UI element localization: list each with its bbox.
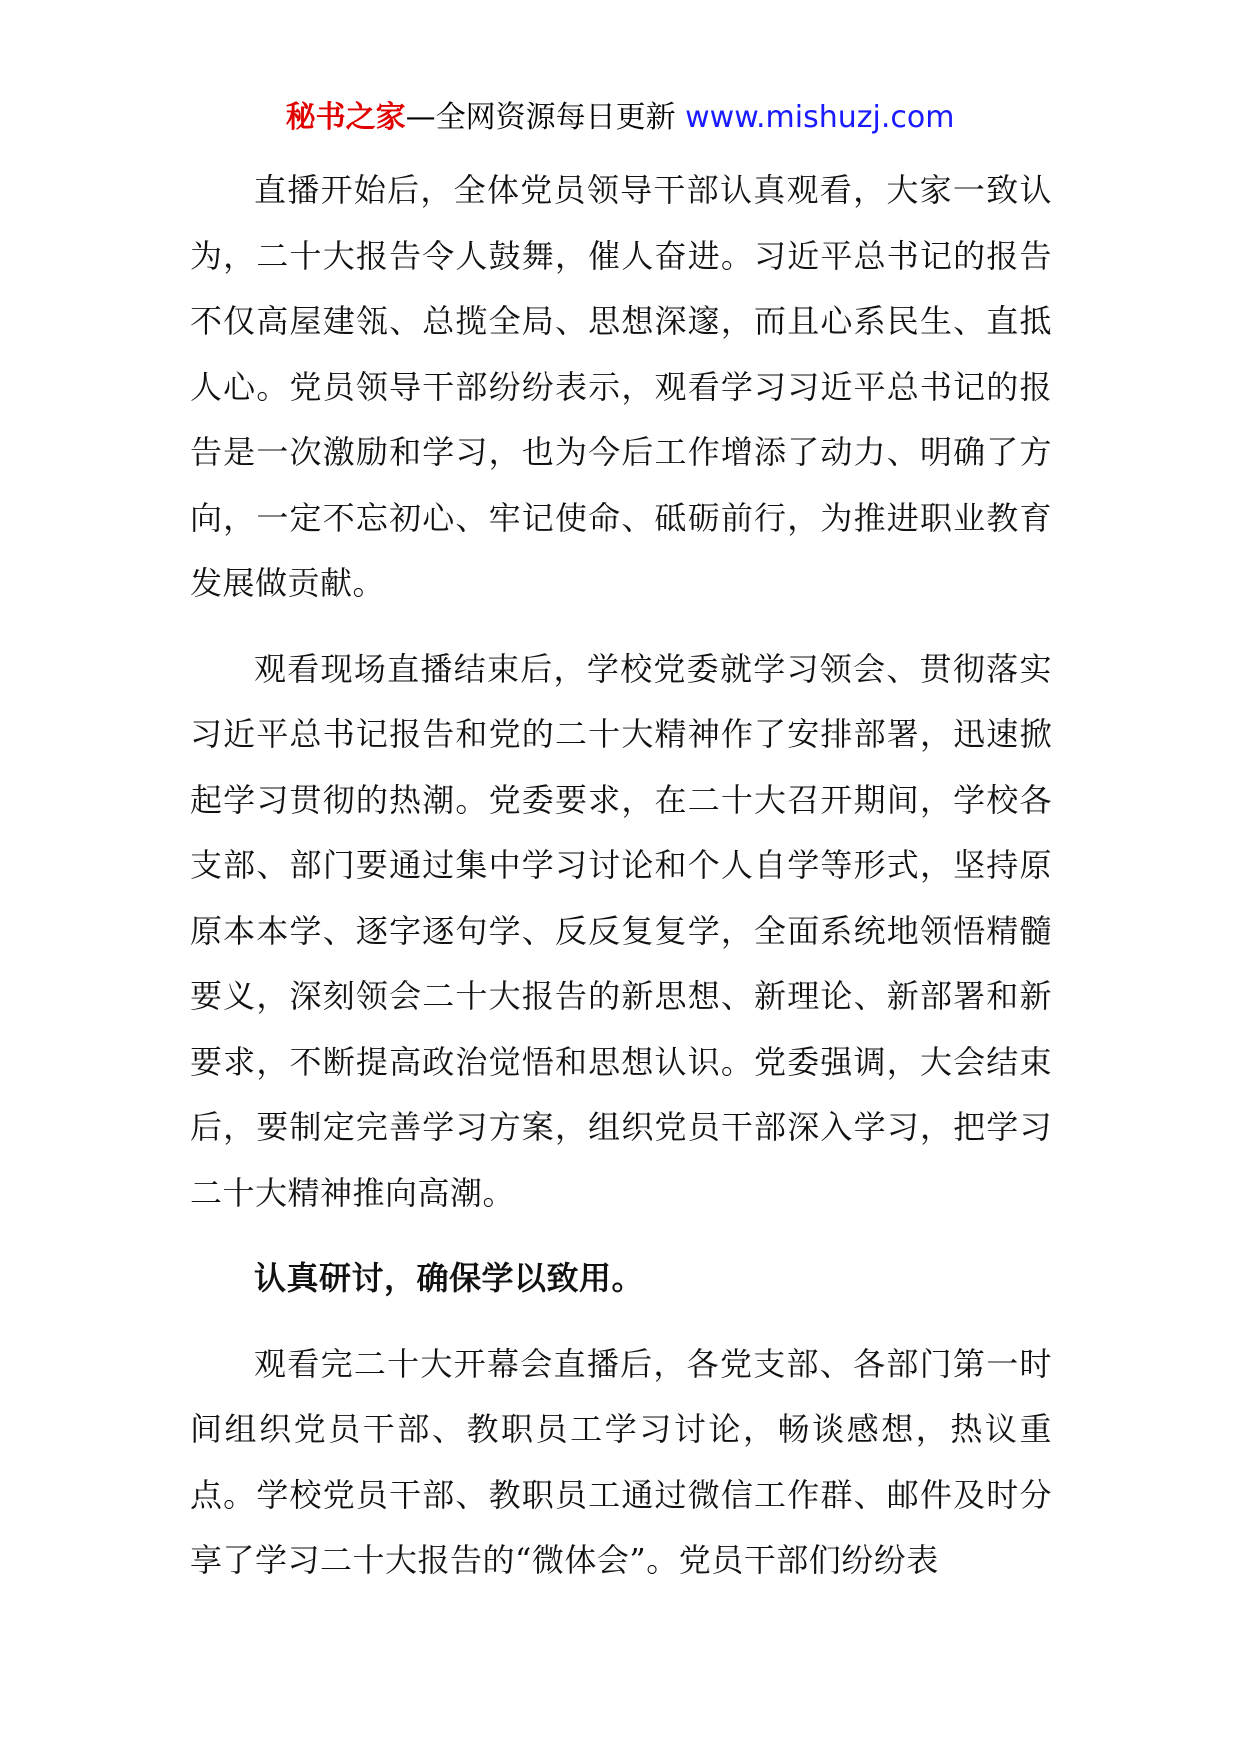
paragraph-spacer (190, 1226, 1052, 1246)
paragraph-3: 观看完二十大开幕会直播后，各党支部、各部门第一时间组织党员干部、教职员工学习讨论，畅谈感想，热议重点。学校党员干部、教职员工通过微信工作群、邮件及时分享了学习二十大报告的“微体会”。党员干部们纷纷表 (190, 1344, 1052, 1579)
header-slogan: —全网资源每日更新 (405, 100, 676, 135)
brand-name: 秘书之家 (285, 100, 406, 135)
document-body (190, 158, 1052, 1594)
paragraph-2: 观看现场直播结束后，学校党委就学习领会、贯彻落实习近平总书记报告和党的二十大精神作了安排部署，迅速掀起学习贯彻的热潮。党委要求，在二十大召开期间，学校各支部、部门要通过集中学习讨论和个人自学等形式，坚持原原本本学、逐字逐句学、反反复复学，全面系统地领悟精髓要义，深刻领会二十大报告的新思想、新理论、新部署和新要求，不断提高政治觉悟和思想认识。党委强调，大会结束后，要制定完善学习方案，组织党员干部深入学习，把学习二十大精神推向高潮。 (190, 649, 1052, 1212)
paragraph-spacer (190, 617, 1052, 637)
website-link[interactable]: www.mishuzj.com (685, 100, 955, 135)
paragraph-spacer (190, 1312, 1052, 1332)
page-header (0, 98, 1240, 138)
section-heading: 认真研讨，确保学以致用。 (254, 1259, 645, 1297)
paragraph-1: 直播开始后，全体党员领导干部认真观看，大家一致认为，二十大报告令人鼓舞，催人奋进。习近平总书记的报告不仅高屋建瓴、总揽全局、思想深邃，而且心系民生、直抵人心。党员领导干部纷纷表示，观看学习习近平总书记的报告是一次激励和学习，也为今后工作增添了动力、明确了方向，一定不忘初心、牢记使命、砥砺前行，为推进职业教育发展做贡献。 (190, 171, 1052, 602)
